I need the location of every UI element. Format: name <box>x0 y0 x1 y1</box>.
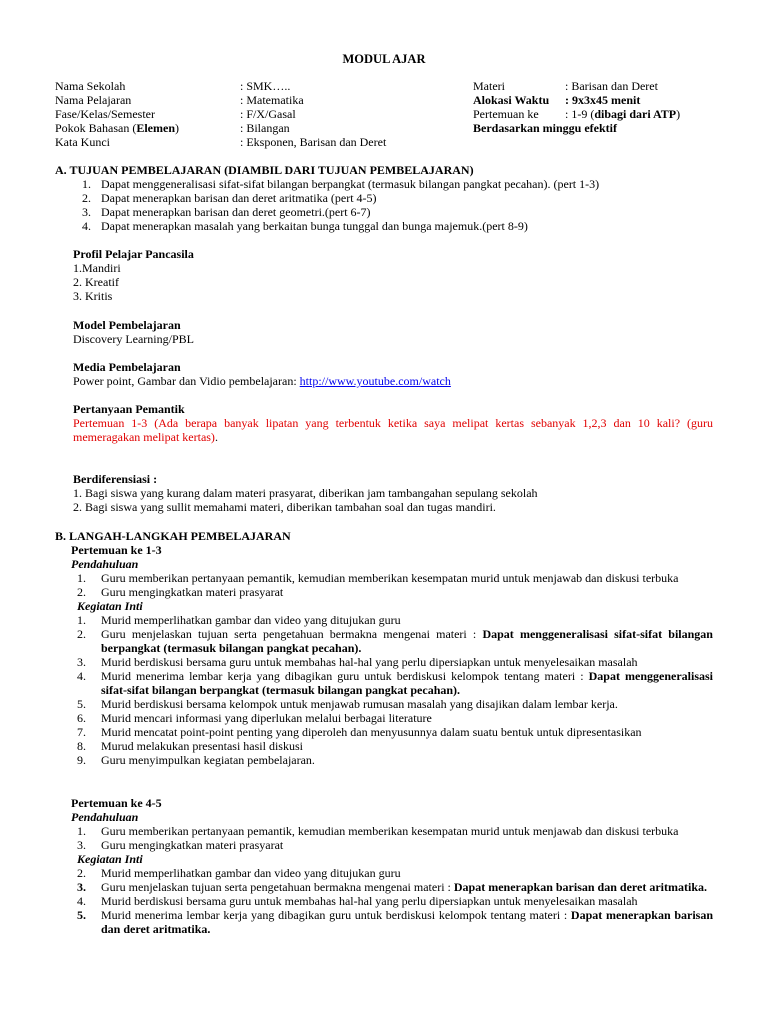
profil-item: 2. Kreatif <box>73 275 119 289</box>
item-text: Dapat menerapkan barisan dan deret geometri.(pert 6-7) <box>101 205 371 219</box>
pemantik-question <box>73 416 713 444</box>
item-text: Murid mencatat point-point penting yang diperoleh dan menyusunnya dalam suatu bentuk untuk dipresentasikan <box>101 725 642 739</box>
item-text: Dapat menggeneralisasi sifat-sifat bilangan berpangkat (termasuk bilangan pangkat pecahan). (pert 1-3) <box>101 177 600 191</box>
list-item <box>55 908 713 936</box>
profil-block <box>73 247 713 303</box>
info-note: Berdasarkan minggu efektif <box>473 121 617 135</box>
item-text: Murud melakukan presentasi hasil diskusi <box>101 739 303 753</box>
kegiatan-inti-heading: Kegiatan Inti <box>77 599 143 613</box>
info-value-bold: dibagi dari ATP <box>594 107 677 121</box>
info-value: : F/X/Gasal <box>240 107 296 121</box>
item-number: 2. <box>82 191 91 205</box>
item-number: 2. <box>77 866 86 880</box>
info-label: Kata Kunci <box>55 135 110 149</box>
item-number: 7. <box>77 725 86 739</box>
item-number: 1. <box>77 824 86 838</box>
item-number: 6. <box>77 711 86 725</box>
item-number: 1. <box>77 571 86 585</box>
info-value: : Barisan dan Deret <box>565 79 658 93</box>
item-text: Murid berdiskusi bersama guru untuk membahas hal-hal yang perlu dipersiapkan untuk menyelesaikan masalah <box>101 894 638 908</box>
diferensiasi-block <box>73 472 713 514</box>
list-item <box>55 697 713 711</box>
section-a-heading: A. TUJUAN PEMBELAJARAN (DIAMBIL DARI TUJUAN PEMBELAJARAN) <box>55 163 474 177</box>
item-text: Murid menerima lembar kerja yang dibagikan guru untuk berdiskusi kelompok tentang materi : <box>101 908 571 922</box>
info-left <box>55 79 386 149</box>
item-number: 9. <box>77 753 86 767</box>
model-text: Discovery Learning/PBL <box>73 332 194 346</box>
model-heading: Model Pembelajaran <box>73 318 181 332</box>
item-text: Murid berdiskusi bersama kelompok untuk menjawab rumusan masalah yang disajikan dalam lembar kerja. <box>101 697 618 711</box>
item-number: 3. <box>77 838 86 852</box>
item-text: Guru memberikan pertanyaan pemantik, kemudian memberikan kesempatan murid untuk menjawab dan diskusi terbuka <box>101 571 679 585</box>
media-link[interactable]: http://www.youtube.com/watch <box>299 374 451 388</box>
item-number: 8. <box>77 739 86 753</box>
diferensiasi-item: 2. Bagi siswa yang sullit memahami materi, diberikan tambahan soal dan tugas mandiri. <box>73 500 496 514</box>
info-value-part: ) <box>676 107 681 121</box>
item-text: Guru mengingkatkan materi prasyarat <box>101 585 284 599</box>
diferensiasi-heading: Berdiferensiasi : <box>73 472 158 486</box>
list-item <box>55 711 713 725</box>
item-text: Murid menerima lembar kerja yang dibagikan guru untuk berdiskusi kelompok tentang materi : <box>101 669 589 683</box>
list-item <box>55 824 713 838</box>
media-heading: Media Pembelajaran <box>73 360 181 374</box>
pemantik-text: Pertemuan 1-3 (Ada berapa banyak lipatan yang terbentuk ketika saya melipat kertas sebanyak 1,2,3 dan 10 kali? (guru memeragakan melipat kertas) <box>73 416 713 444</box>
profil-heading: Profil Pelajar Pancasila <box>73 247 194 261</box>
item-number: 4. <box>77 894 86 908</box>
list-item <box>55 655 713 669</box>
item-text: Dapat menerapkan barisan dan deret aritmatika (pert 4-5) <box>101 191 377 205</box>
item-text: Guru memberikan pertanyaan pemantik, kemudian memberikan kesempatan murid untuk menjawab dan diskusi terbuka <box>101 824 679 838</box>
item-number: 3. <box>77 655 86 669</box>
info-value-part: : 1-9 ( <box>565 107 595 121</box>
media-block <box>73 360 713 388</box>
item-text-bold: Dapat menerapkan barisan dan deret aritmatika. <box>101 908 713 936</box>
item-text: Guru menjelaskan tujuan serta pengetahuan bermakna mengenai materi : <box>101 627 483 641</box>
list-item <box>55 571 713 585</box>
item-text: Murid mencari informasi yang diperlukan melalui berbagai literature <box>101 711 432 725</box>
list-item <box>55 219 713 233</box>
pendahuluan-heading: Pendahuluan <box>71 557 139 571</box>
item-text: Murid memperlihatkan gambar dan video yang ditujukan guru <box>101 866 401 880</box>
info-value: : Matematika <box>240 93 304 107</box>
item-text: Guru mengingkatkan materi prasyarat <box>101 838 284 852</box>
section-a <box>55 163 713 233</box>
profil-item: 3. Kritis <box>73 289 113 303</box>
info-label <box>55 121 240 135</box>
item-text: Murid berdiskusi bersama guru untuk membahas hal-hal yang perlu dipersiapkan untuk menyelesaikan masalah <box>101 655 638 669</box>
info-value: : SMK….. <box>240 79 291 93</box>
page-title: MODUL AJAR <box>342 52 426 66</box>
pemantik-tail: . <box>214 430 218 444</box>
pemantik-heading: Pertanyaan Pemantik <box>73 402 185 416</box>
list-item <box>55 205 713 219</box>
item-number: 4. <box>82 219 91 233</box>
diferensiasi-item: 1. Bagi siswa yang kurang dalam materi prasyarat, diberikan jam tambangahan sepulang sekolah <box>73 486 538 500</box>
item-number: 3. <box>77 880 86 894</box>
item-number: 4. <box>77 669 86 683</box>
media-text: Power point, Gambar dan Vidio pembelajaran: <box>73 374 300 388</box>
list-item <box>55 669 713 697</box>
info-right <box>473 79 680 135</box>
item-text: Murid memperlihatkan gambar dan video yang ditujukan guru <box>101 613 401 627</box>
meeting-2 <box>55 796 713 936</box>
list-item <box>55 585 713 599</box>
item-text-bold: Dapat menerapkan barisan dan deret aritmatika. <box>453 880 707 894</box>
info-label: Alokasi Waktu <box>473 93 550 107</box>
info-label: Fase/Kelas/Semester <box>55 107 155 121</box>
list-item <box>55 894 713 908</box>
pendahuluan-heading: Pendahuluan <box>71 810 139 824</box>
meeting-heading: Pertemuan ke 4-5 <box>71 796 162 810</box>
meeting-heading: Pertemuan ke 1-3 <box>71 543 162 557</box>
item-text: Guru menyimpulkan kegiatan pembelajaran. <box>101 753 315 767</box>
pemantik-block <box>73 402 713 444</box>
info-label-bold: Elemen <box>136 121 175 135</box>
info-value: : Eksponen, Barisan dan Deret <box>240 135 387 149</box>
list-item <box>55 613 713 627</box>
list-item <box>55 880 713 894</box>
info-value: : Bilangan <box>240 121 290 135</box>
info-value <box>565 107 680 121</box>
info-label-part: ) <box>175 121 179 135</box>
section-b <box>55 529 713 767</box>
profil-item: 1.Mandiri <box>73 261 121 275</box>
list-item <box>55 191 713 205</box>
list-item <box>55 838 713 852</box>
list-item <box>55 739 713 753</box>
item-number: 2. <box>77 627 86 641</box>
kegiatan-inti-heading: Kegiatan Inti <box>77 852 143 866</box>
info-label: Materi <box>473 79 505 93</box>
info-label-part: Pokok Bahasan ( <box>55 121 137 135</box>
list-item <box>55 627 713 655</box>
model-block <box>73 318 713 346</box>
list-item <box>55 725 713 739</box>
info-label: Pertemuan ke <box>473 107 539 121</box>
item-text: Guru menjelaskan tujuan serta pengetahuan bermakna mengenai materi : <box>101 880 454 894</box>
list-item <box>55 866 713 880</box>
info-label: Nama Sekolah <box>55 79 126 93</box>
item-text: Dapat menerapkan masalah yang berkaitan bunga tunggal dan bunga majemuk.(pert 8-9) <box>101 219 528 233</box>
info-value: : 9x3x45 menit <box>565 93 641 107</box>
info-label: Nama Pelajaran <box>55 93 132 107</box>
item-number: 5. <box>77 697 86 711</box>
item-number: 5. <box>77 908 86 922</box>
list-item <box>55 177 713 191</box>
item-number: 3. <box>82 205 91 219</box>
item-text-bold: Dapat menggeneralisasi sifat-sifat bilangan berpangkat (termasuk bilangan pangkat pecahan). <box>101 669 713 697</box>
item-number: 1. <box>82 177 91 191</box>
item-number: 2. <box>77 585 86 599</box>
section-b-heading: B. LANGAH-LANGKAH PEMBELAJARAN <box>55 529 291 543</box>
item-text-bold: Dapat menggeneralisasi sifat-sifat bilangan berpangkat (termasuk bilangan pangkat pecahan). <box>101 627 713 655</box>
item-number: 1. <box>77 613 86 627</box>
list-item <box>55 753 713 767</box>
media-line <box>73 374 713 388</box>
